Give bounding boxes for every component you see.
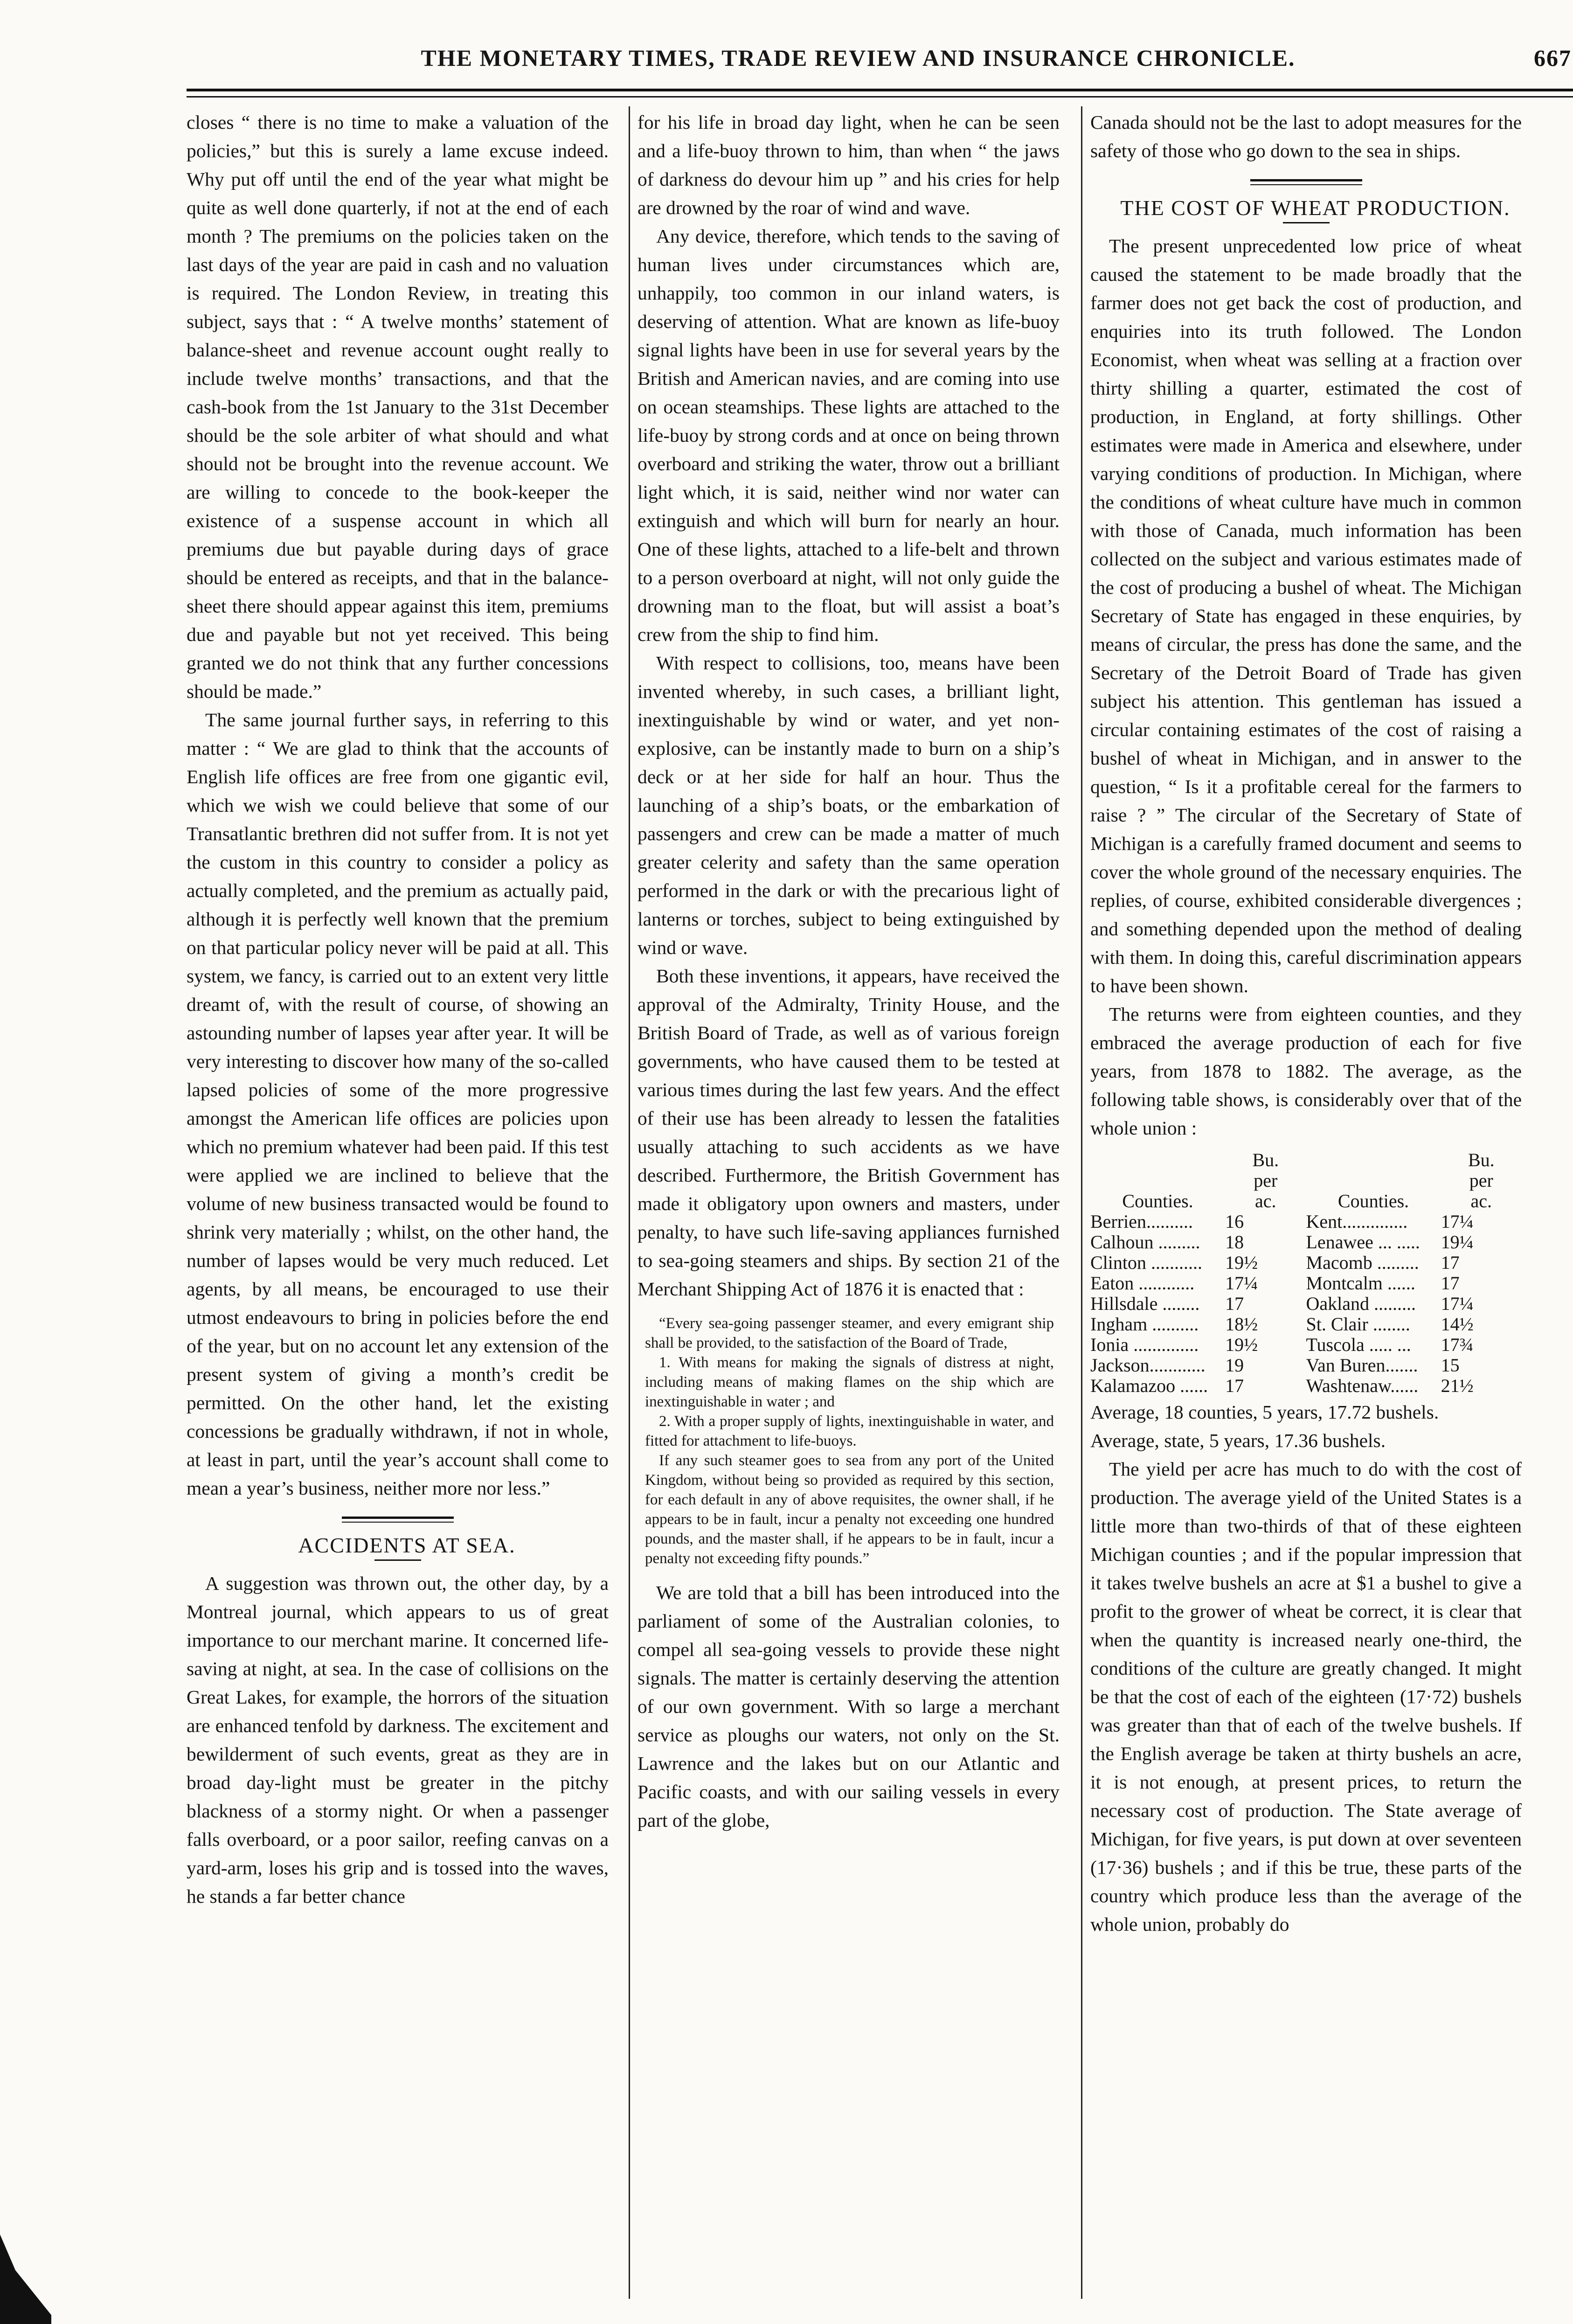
county-cell: Kalamazoo ...... — [1090, 1375, 1208, 1396]
scan-edge-mark — [0, 2234, 51, 2324]
column-2 — [638, 108, 1060, 1835]
paragraph: The present unprecedented low price of wheat caused the statement to be made broadly that the farmer does not get back the cost of production, and enquiries into its truth followed. The London Economist, when wheat was selling at a fraction over thirty shilling a quarter, estimated the cost of production, in England, at forty shillings. Other estimates were made in America and elsewhere, under varying conditions of production. In Michigan, where the conditions of wheat culture have much in common with those of Canada, much information has been collected on the subject and various estimates made of the cost of producing a bushel of wheat. The Michigan Secretary of State has engaged in these enquiries, by means of circular, the press has done the same, and the Secretary of the Detroit Board of Trade has given subject his attention. This gentleman has issued a circular containing estimates of the cost of raising a bushel of wheat in Michigan, and in answer to the question, “ Is it a profitable cereal for the farmers to raise ? ” The circular of the Secretary of State of Michigan is a carefully framed document and seems to cover the whole ground of the necessary enquiries. The replies, of course, exhibited considerable divergences ; and something depended upon the method of dealing with them. In doing this, careful discrimination appears to have been shown. — [1090, 235, 1522, 996]
county-cell: Macomb ......... — [1306, 1252, 1419, 1273]
yield-cell: 17 — [1225, 1375, 1244, 1396]
table-row — [1090, 1252, 1522, 1273]
paragraph: The same journal further says, in referring to this matter : “ We are glad to think that the accounts of English life offices are free from one gigantic evil, which we wish we could believe that some of our Transatlantic brethren did not suffer from. It is not yet the custom in this country to consider a policy as actually completed, and the premium as actually paid, although it is perfectly well known that the premium on that particular policy never will be paid at all. This system, we fancy, is carried out to an extent very little dreamt of, with the result of course, of showing an astounding number of lapses year after year. It will be very interesting to discover how many of the so-called lapsed policies of some of the more progressive amongst the American life offices are policies upon which no premium whatever had been paid. If this test were applied we are inclined to believe that the volume of new business transacted would be found to shrink very materially ; whilst, on the other hand, the number of lapses would be very much reduced. Let agents, by all means, be encouraged to use their utmost endeavours to bring in policies before the end of the year, but on no account let any extension of the present system of giving a month’s credit be permitted. On the other hand, let the existing concessions be gradually withdrawn, if not in whole, at least in part, until the year’s account shall come to mean a year’s business, neither more nor less.” — [187, 709, 609, 1499]
yield-cell: 21½ — [1441, 1375, 1474, 1396]
county-cell: Ionia .............. — [1090, 1334, 1199, 1355]
paragraph: With respect to collisions, too, means have been invented whereby, in such cases, a brilliant light, inextinguishable by wind or water, and yet non-explosive, can be instantly made to burn on a ship’s deck or at her side for half an hour. Thus the launching of a ship’s boats, or the embarkation of passengers and crew can be made a matter of much greater celerity and safety than the same operation performed in the dark or with the precarious light of lanterns or torches, subject to being extinguished by wind or wave. — [638, 652, 1060, 958]
section-rule — [1250, 179, 1362, 181]
section-title-wheat: THE COST OF WHEAT PRODUCTION. — [1120, 196, 1511, 220]
county-cell: Kent.............. — [1306, 1211, 1408, 1232]
table-row — [1090, 1335, 1522, 1355]
yield-cell: 19 — [1225, 1355, 1244, 1376]
table-header-bu: Bu. per ac. — [1468, 1149, 1495, 1211]
yield-cell: 19¼ — [1441, 1232, 1474, 1252]
county-cell: Jackson............ — [1090, 1355, 1206, 1376]
table-header-counties: Counties. — [1337, 1190, 1409, 1211]
yield-cell: 17¼ — [1441, 1211, 1474, 1232]
yield-cell: 16 — [1225, 1211, 1244, 1232]
paragraph: We are told that a bill has been introduced into the parliament of some of the Australian colonies, to compel all sea-going vessels to provide these night signals. The matter is certainly deserving the attention of our own government. With so large a merchant service as ploughs our waters, not only on the St. Lawrence and the lakes but on our Atlantic and Pacific coasts, and with our sailing vessels in every part of the globe, — [638, 1582, 1060, 1831]
county-cell: Van Buren....... — [1306, 1355, 1418, 1376]
county-cell: Ingham .......... — [1090, 1314, 1199, 1335]
county-cell: Washtenaw...... — [1306, 1375, 1419, 1396]
county-cell: Eaton ............ — [1090, 1273, 1195, 1294]
county-cell: Hillsdale ........ — [1090, 1293, 1200, 1314]
column-divider-1 — [629, 106, 630, 2299]
paragraph: The returns were from eighteen counties, and they embraced the average production of each for five years, from 1878 to 1882. The average, as the following table shows, is considerably over that of the whole union : — [1090, 1003, 1522, 1139]
wheat-yield-table — [1090, 1150, 1522, 1396]
average-line: Average, state, 5 years, 17.36 bushels. — [1090, 1430, 1386, 1451]
yield-cell: 17 — [1225, 1293, 1244, 1314]
section-rule-thin — [1250, 184, 1362, 185]
table-row — [1090, 1376, 1522, 1396]
header-rule-thin — [187, 96, 1573, 97]
yield-cell: 18½ — [1225, 1314, 1258, 1335]
yield-cell: 17¼ — [1225, 1273, 1258, 1294]
county-cell: Calhoun ......... — [1090, 1232, 1200, 1252]
column-divider-2 — [1081, 106, 1082, 2299]
section-title-accidents: ACCIDENTS AT SEA. — [298, 1533, 516, 1557]
table-row — [1090, 1355, 1522, 1376]
quote-line: 2. With a proper supply of lights, inextinguishable in water, and fitted for attachment to life-buoys. — [645, 1413, 1054, 1449]
table-row — [1090, 1314, 1522, 1335]
paragraph: Canada should not be the last to adopt measures for the safety of those who go down to the sea in ships. — [1090, 111, 1522, 161]
yield-cell: 17 — [1441, 1273, 1460, 1294]
paragraph: The yield per acre has much to do with the cost of production. The average yield of the United States is a little more than two-thirds of that of these eighteen Michigan counties ; and if the popular impression that it takes twelve bushels an acre at $1 a bushel to give a profit to the grower of wheat be correct, it is clear that when the quantity is increased nearly one-third, the conditions of the culture are greatly changed. It might be that the cost of each of the eighteen (17·72) bushels was greater than that of each of the twelve bushels. If the English average be taken at thirty bushels an acre, it is not enough, at present prices, to return the necessary cost of production. The State average of Michigan, for five years, is put down at over seventeen (17·36) bushels ; and if this be true, these parts of the country which produce less than the average of the whole union, probably do — [1090, 1458, 1522, 1935]
paragraph: Any device, therefore, which tends to the saving of human lives under circumstances which are, unhappily, too common in our inland waters, is deserving of attention. What are known as life-buoy signal lights have been in use for several years by the British and American navies, and are coming into use on ocean steamships. These lights are attached to the life-buoy by strong cords and at once on being thrown overboard and striking the water, throw out a brilliant light which, it is said, neither wind nor water can extinguish and which will burn for nearly an hour. One of these lights, attached to a life-belt and thrown to a person overboard at night, will not only guide the drowning man to the float, but will assist a boat’s crew from the ship to find him. — [638, 225, 1060, 645]
quote-line: 1. With means for making the signals of distress at night, including means of making flames on the ship which are inextinguishable in water ; and — [645, 1354, 1054, 1410]
section-rule-thin — [342, 1522, 454, 1523]
yield-cell: 14½ — [1441, 1314, 1474, 1335]
quote-line: “Every sea-going passenger steamer, and every emigrant ship shall be provided, to the satisfaction of the Board of Trade, — [645, 1315, 1054, 1351]
masthead-title: THE MONETARY TIMES, TRADE REVIEW AND INSURANCE CHRONICLE. — [421, 45, 1296, 71]
section-rule-short — [374, 1559, 421, 1561]
table-row — [1090, 1232, 1522, 1252]
paragraph: closes “ there is no time to make a valuation of the policies,” but this is surely a lame excuse indeed. Why put off until the end of the year what might be quite as well done quarterly, if not at the end of each month ? The premiums on the policies taken on the last days of the year are paid in cash and no valuation is required. The London Review, in treating this subject, says that : “ A twelve months’ statement of balance-sheet and revenue account ought really to include twelve months’ transactions, and that the cash-book from the 1st January to the 31st December should be the sole arbiter of what should and what should not be brought into the revenue account. We are willing to concede to the book-keeper the existence of a suspense account in which all premiums due but payable during days of grace should be entered as receipts, and that in the balance-sheet there should appear against this item, premiums due and payable but not yet received. This being granted we do not think that any further concessions should be made.” — [187, 111, 609, 702]
county-cell: Tuscola ..... ... — [1306, 1334, 1411, 1355]
yield-cell: 15 — [1441, 1355, 1460, 1376]
county-cell: Berrien.......... — [1090, 1211, 1193, 1232]
yield-cell: 19½ — [1225, 1334, 1258, 1355]
yield-cell: 17¼ — [1441, 1293, 1474, 1314]
quote-line: If any such steamer goes to sea from any port of the United Kingdom, without being so provided as required by this section, for each default in any of above requisites, the owner shall, if he appears to be in fault, incur a penalty not exceeding one hundred pounds, and the master shall, if he appears to be in fault, incur a penalty not exceeding fifty pounds.” — [645, 1452, 1054, 1567]
county-cell: Clinton ........... — [1090, 1252, 1203, 1273]
section-rule — [342, 1517, 454, 1519]
table-header-counties: Counties. — [1122, 1190, 1193, 1211]
county-cell: St. Clair ........ — [1306, 1314, 1410, 1335]
table-row — [1090, 1211, 1522, 1232]
page-number: 667 — [1534, 45, 1572, 71]
county-cell: Lenawee ... ..... — [1306, 1232, 1420, 1252]
table-row — [1090, 1273, 1522, 1294]
paragraph: for his life in broad day light, when he can be seen and a life-buoy thrown to him, than when “ the jaws of darkness do devour him up ” and his cries for help are drowned by the roar of wind and wave. — [638, 111, 1060, 218]
page-header — [187, 44, 1572, 82]
county-cell: Oakland ......... — [1306, 1293, 1416, 1314]
table-row — [1090, 1294, 1522, 1314]
column-3 — [1090, 108, 1522, 1939]
column-1 — [187, 108, 609, 1911]
yield-cell: 19½ — [1225, 1252, 1258, 1273]
paragraph: Both these inventions, it appears, have received the approval of the Admiralty, Trinity House, and the British Board of Trade, as well as of various foreign governments, who have caused them to be tested at various times during the last few years. And the effect of their use has been already to lessen the fatalities usually attaching to such accidents as we have described. Furthermore, the British Government has made it obligatory upon owners and masters, under penalty, to have such life-saving appliances furnished to sea-going steamers and ships. By section 21 of the Merchant Shipping Act of 1876 it is enacted that : — [638, 965, 1060, 1300]
table-header-bu: Bu. per ac. — [1252, 1149, 1279, 1211]
county-cell: Montcalm ...... — [1306, 1273, 1415, 1294]
statute-quotation — [638, 1314, 1060, 1568]
yield-cell: 17 — [1441, 1252, 1460, 1273]
yield-cell: 18 — [1225, 1232, 1244, 1252]
average-line: Average, 18 counties, 5 years, 17.72 bushels. — [1090, 1401, 1439, 1423]
paragraph: A suggestion was thrown out, the other day, by a Montreal journal, which appears to us of great importance to our merchant marine. It concerned life-saving at night, at sea. In the case of collisions on the Great Lakes, for example, the horrors of the situation are enhanced tenfold by darkness. The excitement and bewilderment of such events, great as they are in broad day-light must be greater in the pitchy blackness of a stormy night. Or when a passenger falls overboard, or a poor sailor, reefing canvas on a yard-arm, loses his grip and is tossed into the waves, he stands a far better chance — [187, 1573, 609, 1907]
section-rule-short — [1283, 222, 1330, 223]
yield-cell: 17¾ — [1441, 1334, 1474, 1355]
header-rule-thick — [187, 89, 1573, 91]
